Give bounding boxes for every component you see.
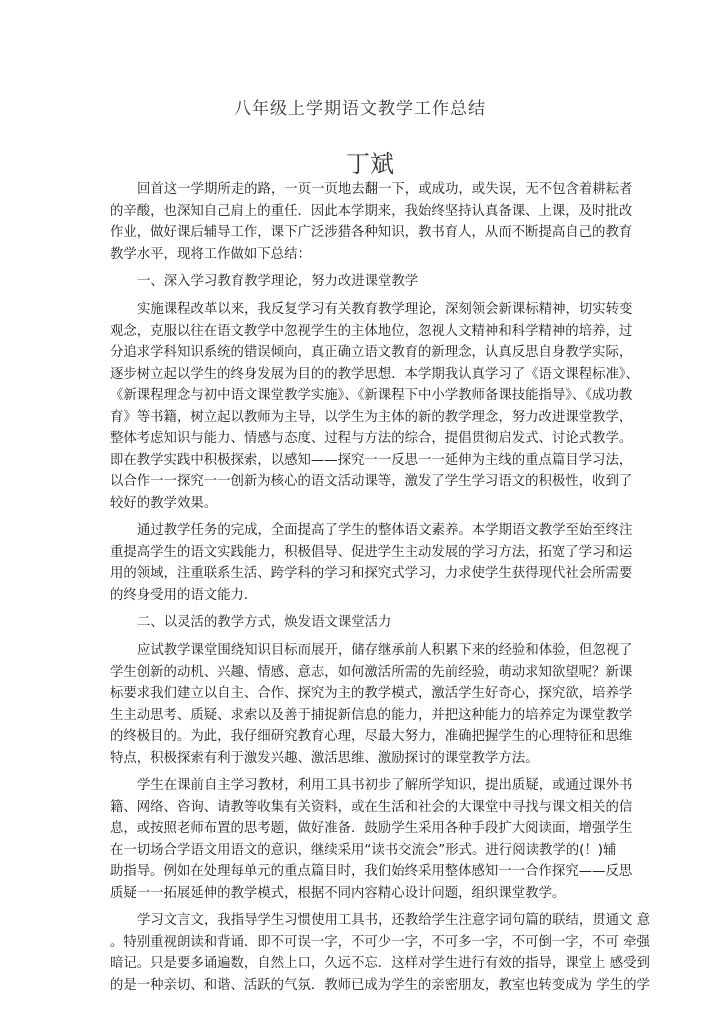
section-heading-1: 一、深入学习教育教学理论，努力改进课堂教学	[137, 274, 419, 289]
document-body	[110, 179, 651, 1002]
paragraph-theory	[110, 299, 639, 514]
text-line: 通过教学任务的完成，全面提高了学生的整体语文素养。本学期语文教学至始至终注	[137, 523, 633, 538]
text-line: 助指导。例如在处理每单元的重点篇目时，我们始终采用整体感知一一合作探究——反思	[110, 864, 633, 879]
text-line: 回首这一学期所走的路，一页一页地去翻一下，或成功，或失误，无不包含着耕耘者	[137, 182, 633, 197]
text-line: 的是一种亲切、和谐、活跃的气氛．教师已成为学生的亲密朋友，教室也转变成为 学生的学	[110, 977, 650, 993]
text-line: 特点，积极探索有利于激发兴趣、激活思维、激励探讨的课堂教学方法。	[110, 750, 539, 766]
text-line: 观念，克服以往在语文教学中忽视学生的主体地位，忽视人文精神和科学精神的培养，过	[110, 323, 633, 339]
text-line: 生主动思考、质疑、求索以及善于捕捉新信息的能力，并把这种能力的培养定为课堂教学	[110, 707, 633, 723]
author-name: 丁斌	[346, 150, 394, 178]
text-line: 分追求学科知识系统的错误倾向，真正确立语文教育的新理念，认真反思自身教学实际，	[110, 345, 633, 360]
document-title: 八年级上学期语文教学工作总结	[234, 99, 486, 119]
text-line: 实施课程改革以来，我反复学习有关教育教学理论，深刻领会新课标精神，切实转变	[137, 302, 633, 317]
paragraph-classical-chinese	[110, 910, 651, 996]
text-line: 整体考虑知识与能力、情感与态度、过程与方法的综合，提倡贯彻启发式、讨论式教学。	[110, 431, 633, 446]
text-line: 的终极目的。为此，我仔细研究教育心理，尽最大努力，准确把握学生的心理特征和思维	[110, 729, 633, 744]
text-line: 息，或按照老师布置的思考题，做好准备．鼓励学生采用各种手段扩大阅读面，增强学生	[110, 821, 633, 836]
text-line: 。特别重视朗读和背诵．即不可误一字，不可少一字，不可多一字，不可倒一字，不可 牵强	[110, 934, 650, 950]
section-heading-2: 二、以灵活的教学方式，焕发语文课堂活力	[137, 615, 392, 630]
text-line: 学习文言文，我指导学生习惯使用工具书，还教给学生注意字词句篇的联结，贯通文 意	[137, 913, 651, 928]
text-line: 标要求我们建立以自主、合作、探究为主的教学模式，激活学生好奇心，探究欲，培养学	[110, 686, 633, 701]
text-line: 的终身受用的语文能力．	[110, 587, 258, 603]
text-line: 的辛酸，也深知自己肩上的重任．因此本学期来，我始终坚持认真备课、上课，及时批改	[110, 203, 633, 219]
text-line: 教学水平，现将工作做如下总结：	[110, 246, 311, 262]
text-line: 重提高学生的语文实践能力，积极倡导、促进学生主动发展的学习方法，拓宽了学习和运	[110, 544, 633, 560]
text-line: 暗记。只是要多诵遍数，自然上口，久远不忘．这样对学生进行有效的指导，课堂上 感受到	[110, 956, 650, 971]
text-line: 《新课程理念与初中语文课堂教学实施》、《新课程下中小学教师备课技能指导》、《成功教	[110, 388, 633, 403]
text-line: 学生在课前自主学习教材，利用工具书初步了解所学知识，提出质疑，或通过课外书	[137, 778, 633, 793]
text-line: 以合作一一探究一一创新为核心的语文活动课等，激发了学生学习语文的积极性，收到了	[110, 474, 633, 489]
text-line: 用的领域，注重联系生活、跨学科的学习和探究式学习，力求使学生获得现代社会所需要	[110, 566, 633, 581]
text-line: 学生创新的动机、兴趣、情感、意志，如何激活所需的先前经验，萌动求知欲望呢？新课	[110, 664, 633, 680]
text-line: 作业，做好课后辅导工作，课下广泛涉猎各种知识，教书育人，从而不断提高自己的教育	[110, 225, 633, 240]
text-line: 即在教学实践中积极探索，以感知——探究一一反思一一延伸为主线的重点篇目学习法，	[110, 452, 633, 468]
paragraph-self-study	[110, 775, 633, 904]
paragraph-intro	[110, 179, 633, 265]
text-line: 应试教学课堂围绕知识目标而展开，储存继承前人积累下来的经验和体验，但忽视了	[137, 643, 633, 658]
paragraph-exam-teaching	[110, 640, 633, 769]
paragraph-literacy	[110, 520, 633, 606]
text-line: 在一切场合学语文用语文的意识，继续采用“读书交流会”形式。进行阅读教学的(！)辅	[110, 842, 617, 858]
text-line: 质疑一一拓展延伸的教学模式，根据不同内容精心设计问题，组织课堂教学。	[110, 885, 566, 901]
text-line: 育》等书籍，树立起以教师为主导，以学生为主体的新的教学理念，努力改进课堂教学，	[110, 409, 633, 425]
text-line: 较好的教学效果。	[110, 495, 218, 511]
text-line: 籍、网络、咨询、请教等收集有关资料，或在生活和社会的大课堂中寻找与课文相关的信	[110, 799, 633, 815]
text-line: 逐步树立起以学生的终身发展为目的的教学思想．本学期我认真学习了《语文课程标准》、	[110, 366, 639, 382]
